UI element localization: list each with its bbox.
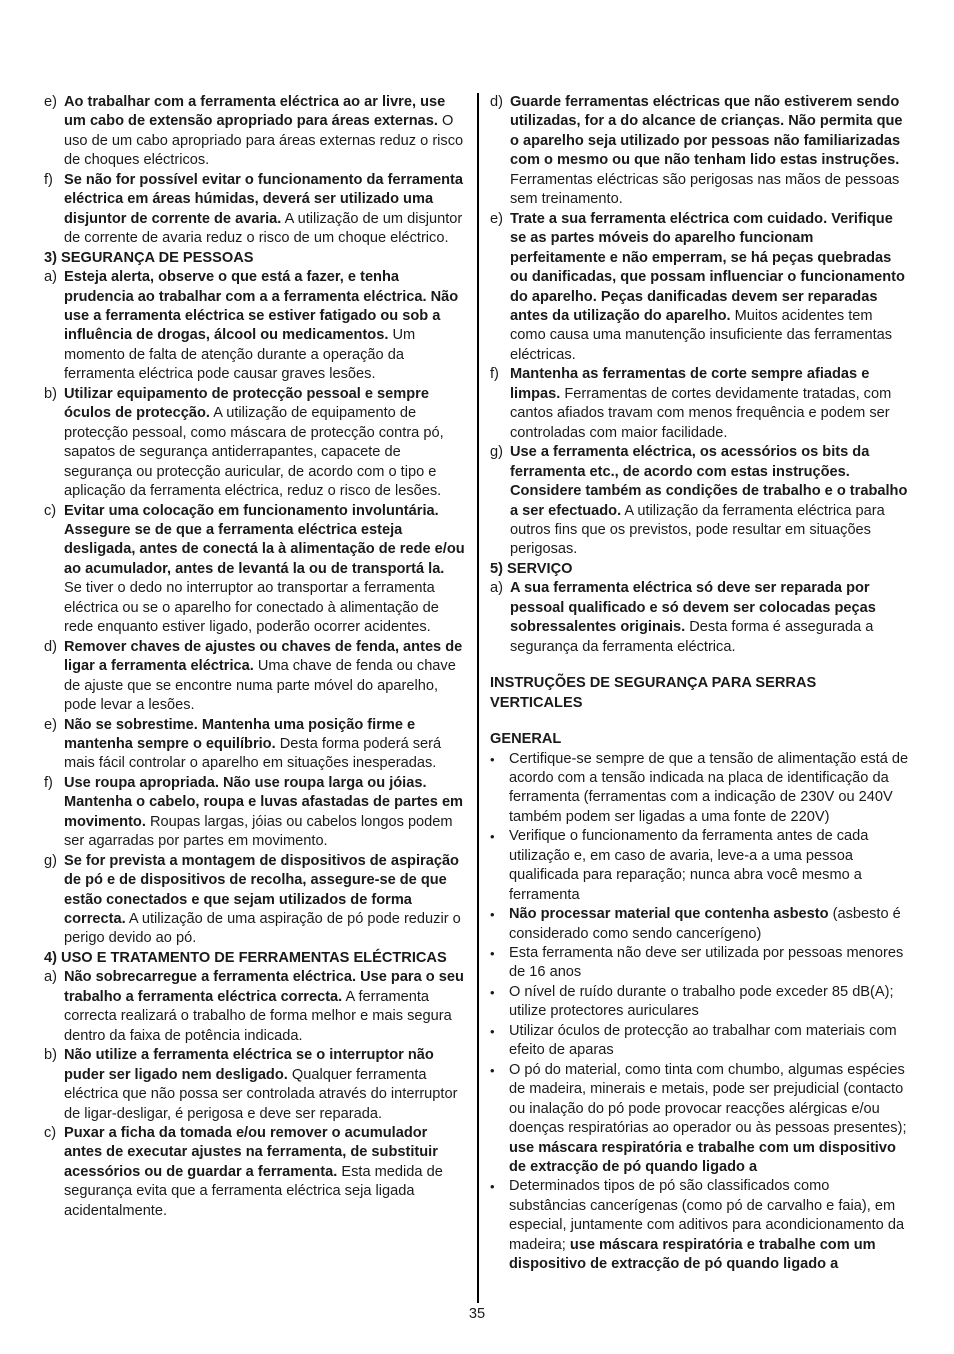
item-bold-text: Use roupa apropriada. Não use roupa larga ou jóias. Mantenha o cabelo, roupa e luvas afastadas de partes em movimento. bbox=[64, 774, 464, 830]
item-text: Utilizar óculos de protecção ao trabalhar com materiais com efeito de aparas bbox=[509, 1022, 897, 1059]
item-text: Certifique-se sempre de que a tensão de alimentação está de acordo com a tensão indicada na placa de identificação da ferramenta (ferramentas com a indicação de 230V ou 240V também podem ser ligadas a uma fonte de 220V) bbox=[509, 750, 909, 825]
item-bold-text: Puxar a ficha da tomada e/ou remover o acumulador antes de executar ajustes na ferramenta, de substituir acessórios ou de guardar a ferramenta. bbox=[64, 1125, 438, 1180]
item-label: g) bbox=[44, 852, 57, 869]
item-label: c) bbox=[44, 1125, 57, 1142]
item-bold-text: Não processar material que contenha asbesto bbox=[509, 906, 829, 923]
item-bold-text: Guarde ferramentas eléctricas que não estiverem sendo utilizadas, for a do alcance de crianças. Não permita que o aparelho seja utilizado por pessoas não familiarizadas com o mesmo ou que não tenham lido estas instruções. bbox=[510, 94, 903, 169]
item-bold-text: use máscara respiratória e trabalhe com um dispositivo de extracção de pó quando ligado a bbox=[509, 1139, 896, 1176]
item-label: f) bbox=[44, 171, 53, 188]
item-bold-text: Utilizar equipamento de protecção pessoal e sempre óculos de protecção. bbox=[64, 385, 429, 422]
list-item bbox=[44, 502, 466, 638]
item-bold-text: Use a ferramenta eléctrica, os acessórios os bits da ferramenta etc., de acordo com estas instruções. Considere também as condições de trabalho e o trabalho a ser efectuado. bbox=[510, 444, 908, 519]
item-text: Desta forma é assegurada a segurança da ferramenta eléctrica. bbox=[510, 619, 874, 655]
bullet-item bbox=[490, 983, 910, 1022]
item-text: Se tiver o dedo no interruptor ao transportar a ferramenta eléctrica ou se o aparelho for conectado à alimentação de rede enquanto estiver ligado, poderão ocorrer acidentes. bbox=[64, 580, 439, 636]
item-text: Ferramentas de cortes devidamente tratadas, com cantos afiados travam com menos frequência e podem ser controladas com maior facilidade. bbox=[510, 385, 892, 441]
item-text: Muitos acidentes tem como causa uma manutenção insuficiente das ferramentas eléctricas. bbox=[510, 307, 893, 363]
item-label: g) bbox=[490, 444, 503, 461]
bullet-item bbox=[490, 1177, 910, 1274]
item-body bbox=[510, 443, 910, 560]
item-body bbox=[509, 1177, 910, 1274]
item-bold-text: A sua ferramenta eléctrica só deve ser reparada por pessoal qualificado e só devem ser colocadas peças sobressalentes originais. bbox=[510, 580, 876, 636]
item-label: a) bbox=[44, 969, 57, 986]
item-body bbox=[64, 93, 466, 171]
item-text: Um momento de falta de atenção durante a operação da ferramenta eléctrica pode causar graves lesões. bbox=[64, 327, 416, 383]
item-label: e) bbox=[490, 210, 503, 227]
bullet-item bbox=[490, 905, 910, 944]
list-item bbox=[490, 210, 910, 366]
item-text: Determinados tipos de pó são classificados como substâncias cancerígenas (como pó de carvalho e faia), em especial, juntamente com aditivos para acondicionamento da madeira; bbox=[509, 1178, 905, 1253]
bullet-item bbox=[490, 827, 910, 905]
section-heading: INSTRUÇÕES DE SEGURANÇA PARA SERRAS VERTICALES bbox=[490, 675, 817, 711]
item-text: A ferramenta correcta realizará o trabalho de forma melhor e mais segura dentro da faixa de potência indicada. bbox=[64, 988, 452, 1044]
item-text: O nível de ruído durante o trabalho pode exceder 85 dB(A); utilize protectores auriculares bbox=[509, 983, 894, 1020]
list-item bbox=[44, 1046, 466, 1124]
item-bold-text: Remover chaves de ajustes ou chaves de fenda, antes de ligar a ferramenta eléctrica. bbox=[64, 638, 463, 675]
item-body bbox=[510, 365, 910, 443]
item-label: b) bbox=[44, 385, 57, 402]
item-text: A utilização da ferramenta eléctrica para outros fins que os previstos, pode resultar em situações perigosas. bbox=[510, 502, 885, 558]
item-body bbox=[64, 171, 466, 249]
item-body bbox=[509, 750, 910, 828]
item-body bbox=[64, 502, 466, 638]
left-column bbox=[44, 93, 466, 1221]
item-body bbox=[64, 716, 466, 774]
item-body bbox=[509, 1022, 910, 1061]
item-body bbox=[509, 905, 910, 944]
item-label: f) bbox=[490, 366, 499, 383]
list-item bbox=[490, 443, 910, 560]
list-item bbox=[44, 268, 466, 385]
list-item bbox=[44, 638, 466, 716]
bullet-item bbox=[490, 1061, 910, 1178]
bullet-item bbox=[490, 1022, 910, 1061]
list-item bbox=[44, 716, 466, 774]
item-bold-text: Esteja alerta, observe o que está a fazer, e tenha prudencia ao trabalhar com a a ferramenta eléctrica. Não use a ferramenta eléctrica se estiver fatigado ou sob a influência de drogas, álcool ou medicamentos. bbox=[64, 269, 459, 344]
item-text: Uma chave de fenda ou chave de ajuste que se encontre numa parte móvel do aparelho, pode levar a lesões. bbox=[64, 658, 456, 714]
page-number: 35 bbox=[468, 1306, 486, 1322]
section-heading: 5) SERVIÇO bbox=[490, 560, 573, 577]
item-bold-text: Ao trabalhar com a ferramenta eléctrica ao ar livre, use um cabo de extensão apropriado para áreas externas. bbox=[64, 94, 446, 130]
list-item bbox=[490, 579, 910, 657]
item-label: e) bbox=[44, 716, 57, 733]
item-label: f) bbox=[44, 774, 53, 791]
bullet-marker: • bbox=[490, 829, 495, 845]
bullet-marker: • bbox=[490, 751, 495, 767]
item-text: A utilização de uma aspiração de pó pode reduzir o perigo devido ao pó. bbox=[64, 911, 461, 947]
item-body bbox=[509, 944, 910, 983]
item-text: Esta ferramenta não deve ser utilizada por pessoas menores de 16 anos bbox=[509, 945, 904, 981]
item-bold-text: Não se sobrestime. Mantenha uma posição firme e mantenha sempre o equilíbrio. bbox=[64, 716, 416, 752]
list-item bbox=[44, 852, 466, 949]
list-item bbox=[44, 1124, 466, 1221]
list-item bbox=[44, 774, 466, 852]
bullet-marker: • bbox=[490, 1062, 495, 1078]
list-item bbox=[490, 365, 910, 443]
bullet-marker: • bbox=[490, 1023, 495, 1039]
item-bold-text: Mantenha as ferramentas de corte sempre afiadas e limpas. bbox=[510, 366, 870, 402]
item-body bbox=[510, 579, 910, 657]
item-body bbox=[64, 852, 466, 949]
list-item bbox=[44, 171, 466, 249]
item-body bbox=[509, 983, 910, 1022]
item-body bbox=[64, 968, 466, 1046]
item-text: Qualquer ferramenta eléctrica que não possa ser controlada através do interruptor de ligar-desligar, é perigosa e deve ser reparada. bbox=[64, 1066, 458, 1122]
item-body bbox=[64, 1124, 466, 1221]
section-heading: GENERAL bbox=[490, 731, 562, 748]
list-item bbox=[44, 385, 466, 502]
item-text: Esta medida de segurança evita que a ferramenta eléctrica seja ligada acidentalmente. bbox=[64, 1163, 443, 1219]
item-body bbox=[64, 268, 466, 385]
item-bold-text: Não utilize a ferramenta eléctrica se o interruptor não puder ser ligado nem desligado. bbox=[64, 1047, 434, 1083]
item-body bbox=[509, 1061, 910, 1178]
right-column bbox=[490, 93, 910, 1275]
item-text: Roupas largas, jóias ou cabelos longos podem ser agarradas por partes em movimento. bbox=[64, 813, 453, 850]
item-body bbox=[509, 827, 910, 905]
spacer bbox=[490, 657, 910, 674]
item-bold-text: Se não for possível evitar o funcionamento da ferramenta eléctrica em áreas húmidas, deverá ser utilizado uma disjuntor de corrente de avaria. bbox=[64, 171, 463, 227]
item-text: (asbesto é considerado como sendo cancerígeno) bbox=[509, 906, 901, 942]
item-text: Verifique o funcionamento da ferramenta antes de cada utilização e, em caso de avaria, leve-a a uma pessoa qualificada para reparação; nunca abra você mesmo a ferramenta bbox=[509, 828, 869, 903]
item-body bbox=[64, 638, 466, 716]
section-heading: 4) USO E TRATAMENTO DE FERRAMENTAS ELÉCTRICAS bbox=[44, 949, 447, 966]
column-divider bbox=[477, 93, 479, 1303]
item-body bbox=[510, 210, 910, 366]
item-bold-text: Não sobrecarregue a ferramenta eléctrica. Use para o seu trabalho a ferramenta eléctrica correcta. bbox=[64, 969, 464, 1005]
item-label: d) bbox=[490, 94, 503, 110]
item-bold-text: Trate a sua ferramenta eléctrica com cuidado. Verifique se as partes móveis do aparelho funcionam perfeitamente e não emperram, se há peças quebradas ou danificadas, que possam influenciar o funcionamento do aparelho. Peças danificadas devem ser reparadas antes da utilização do aparelho. bbox=[510, 210, 905, 324]
spacer bbox=[490, 713, 910, 730]
item-label: a) bbox=[490, 580, 503, 597]
item-body bbox=[64, 774, 466, 852]
item-label: b) bbox=[44, 1047, 57, 1064]
item-label: c) bbox=[44, 502, 57, 519]
bullet-marker: • bbox=[490, 1179, 495, 1195]
item-bold-text: Se for prevista a montagem de dispositivos de aspiração de pó e de dispositivos de recolha, assegure-se de que estão conectados e que sejam utilizados de forma correcta. bbox=[64, 852, 459, 928]
item-text: A utilização de equipamento de protecção pessoal, como máscara de protecção contra pó, sapatos de segurança antiderrapantes, capacete de segurança ou protecção auricular, de acordo com o tipo e aplicação da ferramenta eléctrica, reduz o risco de lesões. bbox=[64, 405, 444, 500]
item-text: O uso de um cabo apropriado para áreas externas reduz o risco de choques eléctricos. bbox=[64, 113, 464, 169]
section-heading: 3) SEGURANÇA DE PESSOAS bbox=[44, 249, 254, 266]
item-text: O pó do material, como tinta com chumbo, algumas espécies de madeira, minerais e metais, pode ser prejudicial (contacto ou inalação do pó pode provocar reacções alérgicas e/ou doenças respiratórias ao operador ou às pessoas presentes); bbox=[509, 1061, 907, 1137]
item-label: d) bbox=[44, 638, 57, 655]
list-item bbox=[44, 93, 466, 171]
list-item bbox=[490, 93, 910, 210]
item-body bbox=[64, 1046, 466, 1124]
item-body bbox=[510, 93, 910, 210]
item-body bbox=[64, 385, 466, 502]
bullet-marker: • bbox=[490, 907, 495, 923]
bullet-item bbox=[490, 750, 910, 828]
bullet-marker: • bbox=[490, 946, 495, 962]
item-label: a) bbox=[44, 269, 57, 286]
list-item bbox=[44, 968, 466, 1046]
item-label: e) bbox=[44, 94, 57, 110]
item-text: Ferramentas eléctricas são perigosas nas mãos de pessoas sem treinamento. bbox=[510, 171, 900, 208]
item-bold-text: use máscara respiratória e trabalhe com um dispositivo de extracção de pó quando ligado a bbox=[509, 1236, 876, 1273]
item-text: Desta forma poderá será mais fácil controlar o aparelho em situações inesperadas. bbox=[64, 735, 442, 772]
item-bold-text: Evitar uma colocação em funcionamento involuntária. Assegure se de que a ferramenta eléctrica esteja desligada, antes de conectá la à alimentação de rede e/ou ao acumulador, antes de levantá la ou de transportá la. bbox=[64, 502, 465, 577]
bullet-item bbox=[490, 944, 910, 983]
bullet-marker: • bbox=[490, 984, 495, 1000]
item-text: A utilização de um disjuntor de corrente de avaria reduz o risco de um choque eléctrico. bbox=[64, 210, 463, 247]
